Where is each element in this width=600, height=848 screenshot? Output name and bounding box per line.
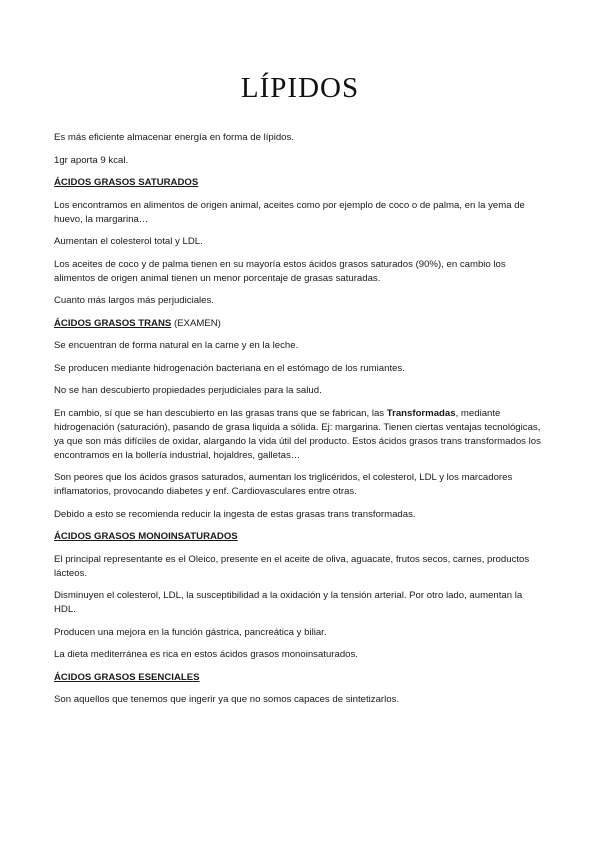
body-paragraph: Producen una mejora en la función gástrica, pancreática y biliar.: [54, 626, 327, 638]
section-heading-text: ÁCIDOS GRASOS SATURADOS: [54, 177, 199, 188]
body-paragraph: El principal representante es el Oleico, presente en el aceite de oliva, aguacate, frutos secos, carnes, productos lácteos.: [54, 553, 530, 579]
body-paragraph: Disminuyen el colesterol, LDL, la susceptibilidad a la oxidación y la tensión arterial. Por otro lado, aumentan la HDL.: [54, 590, 523, 615]
text-run: , mediante hidrogenación (saturación), pasando de grasa liquida a sólida. Ej: margarina. Tienen ciertas ventajas tecnológicas, ya que son más difíciles de oxidar, alargando la vida útil del producto. Estos ácidos grasos trans transformados los encontramos en la bollería industrial, hojaldres, galletas…: [54, 407, 541, 461]
body-paragraph: La dieta mediterránea es rica en estos ácidos grasos monoinsaturados.: [54, 649, 358, 660]
body-paragraph: Se encuentran de forma natural en la carne y en la leche.: [54, 340, 299, 351]
body-paragraph: No se han descubierto propiedades perjudiciales para la salud.: [54, 385, 322, 396]
section-heading-text: ÁCIDOS GRASOS ESENCIALES: [54, 671, 200, 683]
section-heading-text: ÁCIDOS GRASOS TRANS: [54, 317, 172, 329]
body-paragraph: Son peores que los ácidos grasos saturados, aumentan los triglicéridos, el colesterol, LDL y los marcadores inflamatorios, provocando diabetes y enf. Cardiovasculares entre otras.: [54, 472, 513, 497]
section-heading-saturados: [54, 176, 546, 190]
text-run: En cambio, sí que se han descubierto en las grasas trans que se fabrican, las: [54, 407, 387, 419]
intro-paragraph: Es más eficiente almacenar energía en forma de lípidos.: [54, 132, 294, 143]
section-heading-esenciales: [54, 671, 546, 685]
section-heading-mono: [54, 530, 546, 544]
intro-paragraph: 1gr aporta 9 kcal.: [54, 154, 129, 166]
body-paragraph: Son aquellos que tenemos que ingerir ya que no somos capaces de sintetizarlos.: [54, 694, 400, 705]
body-paragraph: Aumentan el colesterol total y LDL.: [54, 236, 203, 247]
body-paragraph: Los encontramos en alimentos de origen animal, aceites como por ejemplo de coco o de palma, en la yema de huevo, la margarina…: [54, 199, 525, 225]
body-paragraph: Debido a esto se recomienda reducir la ingesta de estas grasas trans transformadas.: [54, 508, 416, 520]
section-heading-trans: [54, 317, 546, 331]
section-heading-note: (EXAMEN): [171, 317, 221, 329]
body-paragraph-transformadas: [54, 407, 546, 463]
page-title: LÍPIDOS: [240, 72, 360, 104]
body-paragraph: Cuanto más largos más perjudiciales.: [54, 295, 214, 306]
section-heading-text: ÁCIDOS GRASOS MONOINSATURADOS: [54, 531, 238, 542]
body-paragraph: Se producen mediante hidrogenación bacteriana en el estómago de los rumiantes.: [54, 362, 405, 374]
document-body: [54, 131, 546, 716]
bold-term: Transformadas: [386, 407, 456, 419]
body-paragraph: Los aceites de coco y de palma tienen en su mayoría estos ácidos grasos saturados (90%), en cambio los alimentos de origen animal tienen un menor porcentaje de grasas saturadas.: [54, 258, 506, 284]
